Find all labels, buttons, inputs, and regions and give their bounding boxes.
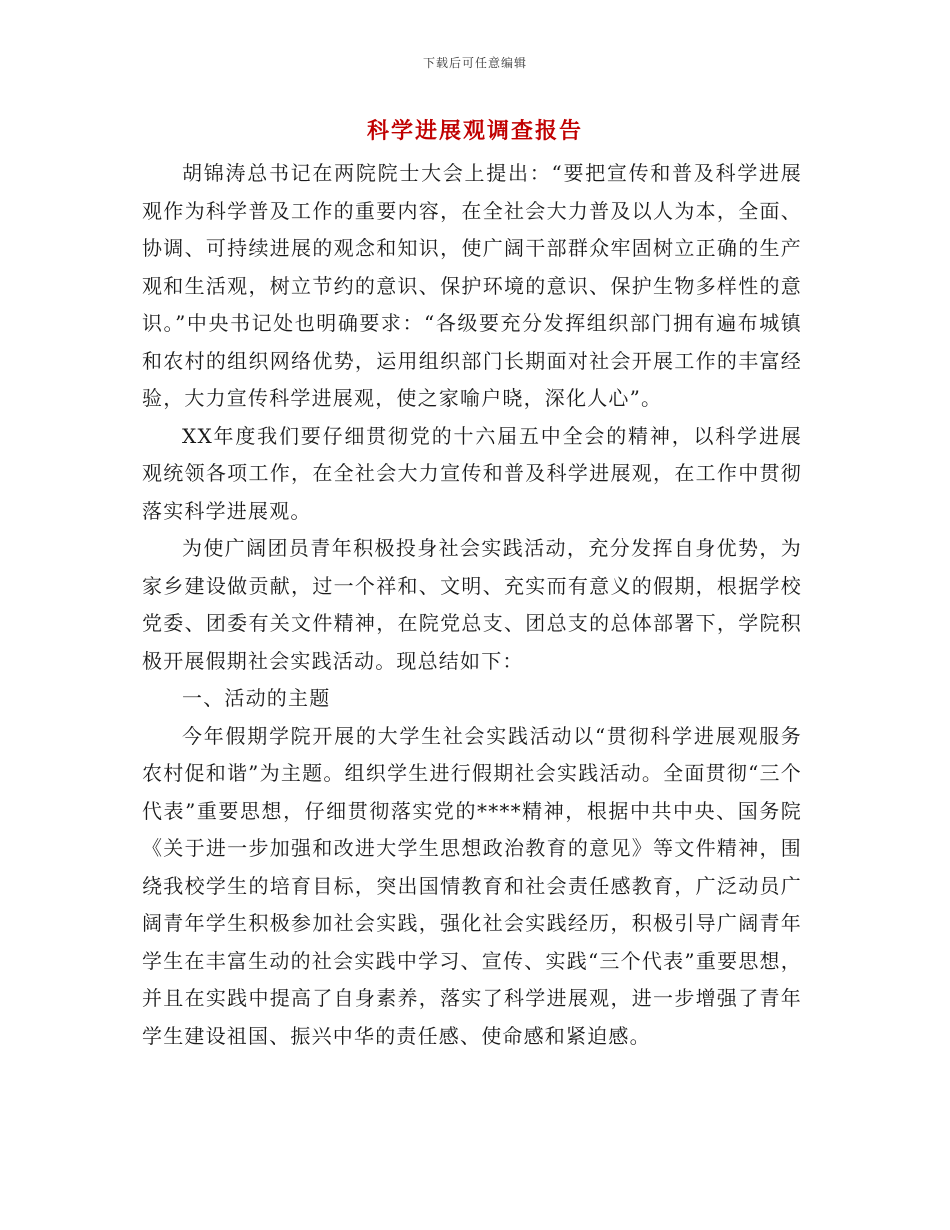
paragraph-theme: 今年假期学院开展的大学生社会实践活动以“贯彻科学进展观服务农村促和谐”为主题。组织学生进行假期社会实践活动。全面贯彻“三个代表”重要思想，仔细贯彻落实党的****精神，根据中共中央、国务院《关于进一步加强和改进大学生思想政治教育的意见》等文件精神，围绕我校学生的培育目标，突出国情教育和社会责任感教育，广泛动员广阔青年学生积极参加社会实践，强化社会实践经历，积极引导广阔青年学生在丰富生动的社会实践中学习、宣传、实践“三个代表”重要思想，并且在实践中提高了自身素养，落实了科学进展观，进一步增强了青年学生建设祖国、振兴中华的责任感、使命感和紧迫感。 [142, 723, 802, 1048]
paragraph-purpose: 为使广阔团员青年积极投身社会实践活动，充分发挥自身优势，为家乡建设做贡献，过一个祥和、文明、充实而有意义的假期，根据学校党委、团委有关文件精神，在院党总支、团总支的总体部署下，学院积极开展假期社会实践活动。现总结如下： [142, 536, 802, 673]
document-title: 科学进展观调查报告 [366, 118, 583, 144]
paragraph-intro: 胡锦涛总书记在两院院士大会上提出：“要把宣传和普及科学进展观作为科学普及工作的重要内容，在全社会大力普及以人为本，全面、协调、可持续进展的观念和知识，使广阔干部群众牢固树立正确的生产观和生活观，树立节约的意识、保护环境的意识、保护生物多样性的意识。”中央书记处也明确要求：“各级要充分发挥组织部门拥有遍布城镇和农村的组织网络优势，运用组织部门长期面对社会开展工作的丰富经验，大力宣传科学进展观，使之家喻户晓，深化人心”。 [142, 161, 802, 410]
paragraph-annual-goal: XX年度我们要仔细贯彻党的十六届五中全会的精神，以科学进展观统领各项工作，在全社会大力宣传和普及科学进展观，在工作中贯彻落实科学进展观。 [142, 423, 802, 523]
section-heading-theme: 一、活动的主题 [182, 686, 331, 710]
document-body [142, 155, 802, 1055]
header-note: 下载后可任意编辑 [422, 56, 527, 70]
